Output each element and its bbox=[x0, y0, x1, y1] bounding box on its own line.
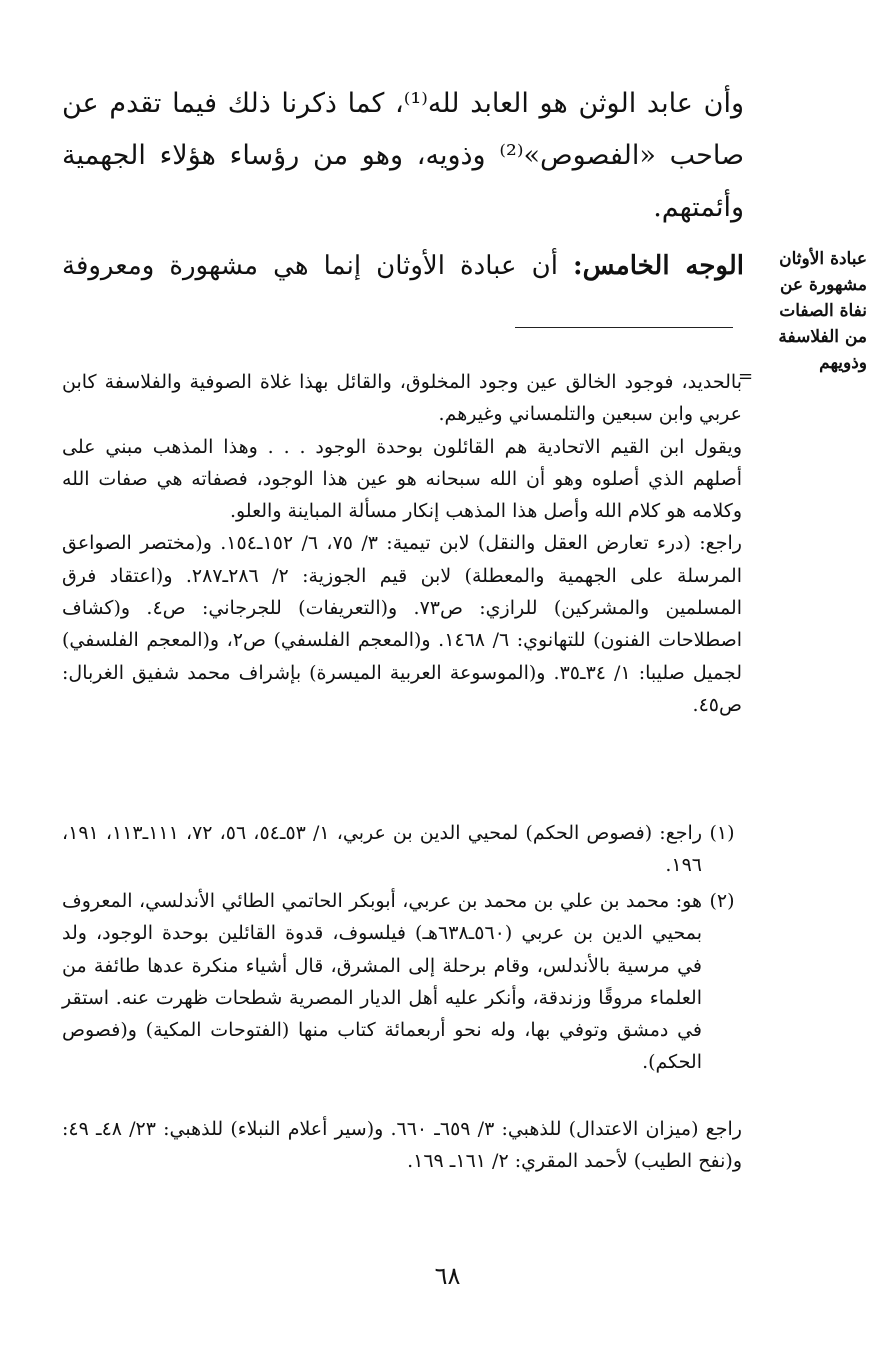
footnote-text: هو: محمد بن علي بن محمد بن عربي، أبوبكر الحاتمي الطائي الأندلسي، المعروف بمحيي الدين بن عربي (٥٦٠ـ٦٣٨هـ) فيلسوف، قدوة القائلين بوحدة الوجود، ولد في مرسية بالأندلس، وقام برحلة إلى المشرق، قال أشياء منكرة عدها طائفة من العلماء مروقًا وزندقة، وأنكر عليه أهل الديار المصرية شطحات ظهرت عنه. استقر في دمشق وتوفي بها، وله نحو أربعمائة كتاب منها (الفتوحات المكية) و(فصوص الحكم). bbox=[62, 890, 702, 1074]
continuation-mark: = bbox=[738, 366, 754, 387]
footnote-reference: راجع (ميزان الاعتدال) للذهبي: ٣/ ٦٥٩ـ ٦٦٠. و(سير أعلام النبلاء) للذهبي: ٢٣/ ٤٨ـ ٤٩: و(نفح الطيب) لأحمد المقري: ٢/ ١٦١ـ ١٦٩. bbox=[62, 1118, 742, 1173]
footnote-continuation-line: ويقول ابن القيم الاتحادية هم القائلون بوحدة الوجود . . . وهذا المذهب مبني على أصلهم الذي أصلوه وهو أن الله سبحانه هو عين هذا الوجود، فصفاته هي صفات الله وكلامه هو كلام الله وأصل هذا المذهب إنكار مسألة المباينة والعلو. bbox=[62, 435, 742, 523]
footnote-continuation bbox=[62, 366, 742, 721]
footnote-2 bbox=[62, 885, 702, 1079]
footnote-1 bbox=[62, 817, 702, 882]
main-paragraph: وأن عابد الوثن هو العابد لله⁽¹⁾، كما ذكرنا ذلك فيما تقدم عن صاحب «الفصوص»⁽²⁾ وذويه، وهو من رؤساء هؤلاء الجهمية وأئمتهم. bbox=[62, 88, 744, 223]
footnote-text: راجع: (فصوص الحكم) لمحيي الدين بن عربي، ١/ ٥٣ـ٥٤، ٥٦، ٧٢، ١١١ـ١١٣، ١٩١، ١٩٦. bbox=[62, 822, 703, 877]
heading-text: أن عبادة الأوثان إنما هي مشهورة ومعروفة bbox=[62, 251, 574, 281]
footnote-2-reference bbox=[62, 1113, 742, 1178]
footnote-number: (١) bbox=[709, 822, 735, 844]
main-text bbox=[62, 78, 744, 234]
margin-note-line: نفاة الصفات bbox=[779, 301, 867, 321]
footnote-continuation-line: بالحديد، فوجود الخالق عين وجود المخلوق، والقائل بهذا غلاة الصوفية والفلاسفة كابن عربي وابن سبعين والتلمساني وغيرهم. bbox=[62, 371, 742, 426]
margin-note-line: مشهورة عن bbox=[779, 275, 867, 295]
margin-note-line: من الفلاسفة bbox=[778, 327, 867, 347]
footnote-number: (٢) bbox=[709, 890, 735, 912]
page-number: ٦٨ bbox=[434, 1262, 461, 1290]
margin-note-line: عبادة الأوثان bbox=[779, 249, 867, 269]
margin-note bbox=[755, 246, 867, 376]
margin-note-line: وذويهم bbox=[819, 353, 867, 373]
footnote-separator bbox=[515, 327, 733, 328]
section-heading bbox=[62, 246, 744, 286]
heading-label: الوجه الخامس: bbox=[573, 251, 744, 281]
footnote-continuation-line: راجع: (درء تعارض العقل والنقل) لابن تيمية: ٣/ ٧٥، ٦/ ١٥٢ـ١٥٤. و(مختصر الصواعق المرسلة على الجهمية والمعطلة) لابن قيم الجوزية: ٢/ ٢٨٦ـ٢٨٧. و(اعتقاد فرق المسلمين والمشركين) للرازي: ص٧٣. و(التعريفات) للجرجاني: ص٤. و(كشاف اصطلاحات الفنون) للتهانوي: ٦/ ١٤٦٨. و(المعجم الفلسفي) ص٢، و(المعجم الفلسفي) لجميل صليبا: ١/ ٣٤ـ٣٥. و(الموسوعة العربية الميسرة) بإشراف محمد شفيق الغربال: ص٤٥. bbox=[62, 532, 743, 716]
